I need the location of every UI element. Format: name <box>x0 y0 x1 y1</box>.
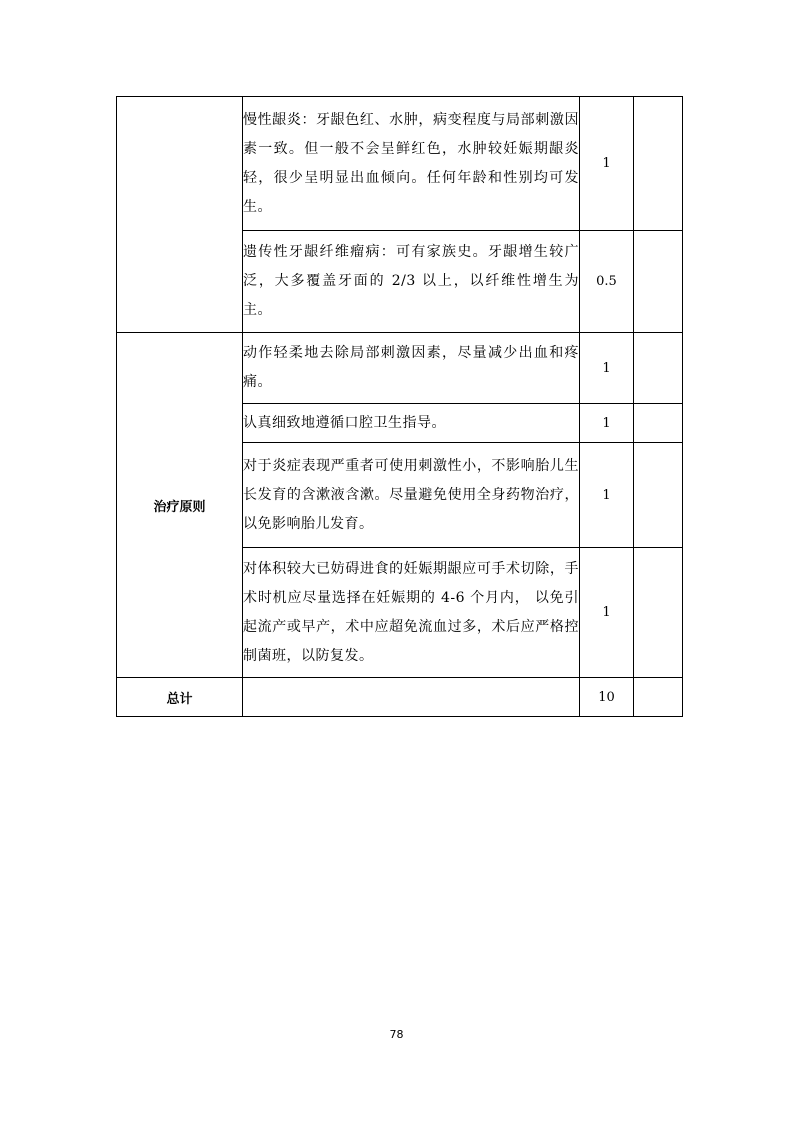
table-row-total <box>117 678 683 717</box>
blank-cell <box>634 333 683 404</box>
table-row <box>117 333 683 404</box>
blank-cell <box>634 443 683 548</box>
score-cell: 1 <box>580 333 634 404</box>
table-row <box>117 97 683 231</box>
content-cell: 遗传性牙龈纤维瘤病：可有家族史。牙龈增生较广泛，大多覆盖牙面的 2/3 以上，以纤维性增生为主。 <box>243 231 580 333</box>
blank-cell <box>634 97 683 231</box>
blank-cell <box>634 678 683 717</box>
blank-cell <box>634 548 683 678</box>
page-number: 78 <box>389 1028 404 1041</box>
content-cell: 慢性龈炎：牙龈色红、水肿，病变程度与局部刺激因素一致。但一般不会呈鲜红色，水肿较妊娠期龈炎轻，很少呈明显出血倾向。任何年龄和性别均可发生。 <box>243 97 580 231</box>
blank-cell <box>634 404 683 443</box>
content-cell: 动作轻柔地去除局部刺激因素，尽量减少出血和疼痛。 <box>243 333 580 404</box>
score-cell: 1 <box>580 443 634 548</box>
content-cell: 对于炎症表现严重者可使用刺激性小，不影响胎儿生长发育的含漱液含漱。尽量避免使用全身药物治疗，以免影响胎儿发育。 <box>243 443 580 548</box>
score-cell: 1 <box>580 404 634 443</box>
score-cell: 1 <box>580 548 634 678</box>
total-content <box>243 678 580 717</box>
score-cell: 1 <box>580 97 634 231</box>
category-cell <box>117 97 243 333</box>
content-cell: 认真细致地遵循口腔卫生指导。 <box>243 404 580 443</box>
total-score: 10 <box>580 678 634 717</box>
score-table <box>116 96 683 717</box>
score-cell: 0.5 <box>580 231 634 333</box>
content-cell: 对体积较大已妨碍进食的妊娠期龈应可手术切除，手术时机应尽量选择在妊娠期的 4-6 个月内， 以免引起流产或早产，术中应超免流血过多，术后应严格控制菌班，以防复发。 <box>243 548 580 678</box>
category-cell-treatment: 治疗原则 <box>117 333 243 678</box>
total-label: 总计 <box>117 678 243 717</box>
blank-cell <box>634 231 683 333</box>
